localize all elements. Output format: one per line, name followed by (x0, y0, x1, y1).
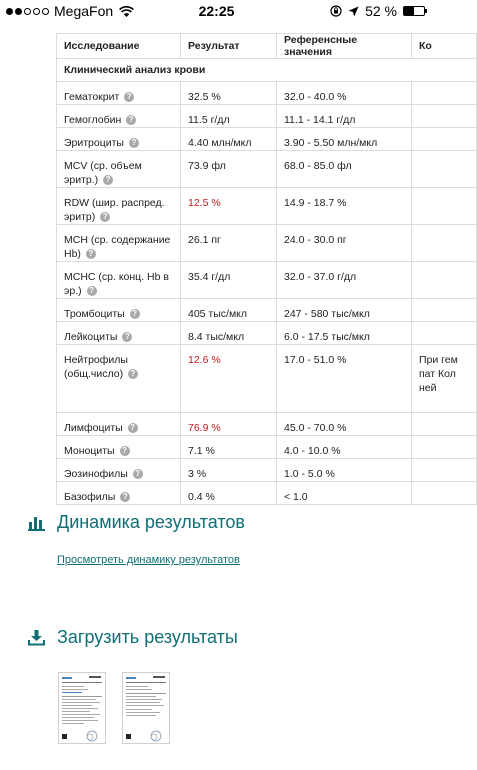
reference-range: 247 - 580 тыс/мкл (277, 299, 412, 322)
reference-range: 6.0 - 17.5 тыс/мкл (277, 322, 412, 345)
test-name-cell (57, 188, 181, 225)
rotation-lock-icon (330, 5, 342, 17)
test-name-cell (57, 413, 181, 436)
table-row (57, 299, 477, 322)
reference-range: 14.9 - 18.7 % (277, 188, 412, 225)
download-title: Загрузить результаты (57, 627, 238, 647)
result-value: 73.9 фл (181, 151, 277, 188)
help-icon[interactable]: ? (122, 332, 132, 342)
table-header-row (57, 34, 477, 59)
table-row (57, 413, 477, 436)
test-name-cell (57, 225, 181, 262)
battery-percent: 52 % (365, 3, 397, 19)
comment-cell (412, 436, 477, 459)
status-bar (0, 0, 433, 24)
result-value: 7.1 % (181, 436, 277, 459)
result-value: 12.5 % (181, 188, 277, 225)
test-name: Тромбоциты (64, 308, 125, 320)
table-row (57, 436, 477, 459)
test-name-cell (57, 82, 181, 105)
comment-cell (412, 459, 477, 482)
result-value: 35.4 г/дл (181, 262, 277, 299)
view-dynamics-link[interactable]: Просмотреть динамику результатов (57, 554, 240, 566)
reference-range: < 1.0 (277, 482, 412, 505)
comment-cell (412, 105, 477, 128)
help-icon[interactable]: ? (86, 249, 96, 259)
test-name: Лейкоциты (64, 331, 118, 343)
test-name-cell (57, 299, 181, 322)
reference-range: 68.0 - 85.0 фл (277, 151, 412, 188)
test-name: Нейтрофилы (общ.число) (64, 354, 128, 380)
test-name: Эозинофилы (64, 468, 128, 480)
document-page-icon (59, 673, 105, 743)
reference-range: 45.0 - 70.0 % (277, 413, 412, 436)
table-row (57, 345, 477, 413)
test-name: Моноциты (64, 445, 115, 457)
test-name: Гемоглобин (64, 114, 122, 126)
table-row (57, 459, 477, 482)
result-value: 8.4 тыс/мкл (181, 322, 277, 345)
table-row (57, 322, 477, 345)
results-table-container[interactable] (56, 33, 458, 505)
table-row (57, 482, 477, 505)
table-row (57, 128, 477, 151)
help-icon[interactable]: ? (100, 212, 110, 222)
reference-range: 1.0 - 5.0 % (277, 459, 412, 482)
table-row (57, 188, 477, 225)
document-page-icon (123, 673, 169, 743)
location-arrow-icon (348, 6, 359, 17)
reference-range: 24.0 - 30.0 пг (277, 225, 412, 262)
battery-icon (403, 6, 425, 16)
comment-cell (412, 188, 477, 225)
result-document-thumbnail[interactable] (122, 672, 170, 744)
carrier-name: MegaFon (54, 3, 114, 19)
help-icon[interactable]: ? (103, 175, 113, 185)
section-title: Клинический анализ крови (57, 59, 477, 82)
table-row (57, 82, 477, 105)
comment-cell: При гем пат Кол ней (412, 345, 477, 413)
help-icon[interactable]: ? (130, 309, 140, 319)
test-name: Эритроциты (64, 137, 124, 149)
test-name: MCHC (ср. конц. Hb в эр.) (64, 271, 169, 297)
comment-cell (412, 225, 477, 262)
download-icon (28, 630, 45, 646)
help-icon[interactable]: ? (120, 446, 130, 456)
test-name: Лимфоциты (64, 422, 123, 434)
status-time: 22:25 (198, 3, 235, 19)
test-name-cell (57, 151, 181, 188)
table-row (57, 225, 477, 262)
help-icon[interactable]: ? (120, 492, 130, 502)
test-name-cell (57, 128, 181, 151)
result-value: 12.6 % (181, 345, 277, 413)
header-comment: Ко (412, 34, 477, 59)
dynamics-heading (28, 512, 245, 533)
reference-range: 4.0 - 10.0 % (277, 436, 412, 459)
result-value: 26.1 пг (181, 225, 277, 262)
table-row (57, 105, 477, 128)
test-name-cell (57, 459, 181, 482)
section-row (57, 59, 477, 82)
bar-chart-icon (28, 515, 45, 531)
test-name-cell (57, 345, 181, 413)
test-name: Гематокрит (64, 91, 120, 103)
help-icon[interactable]: ? (87, 286, 97, 296)
test-name: RDW (шир. распред. эритр) (64, 197, 165, 223)
help-icon[interactable]: ? (128, 369, 138, 379)
table-row (57, 151, 477, 188)
result-document-thumbnail[interactable] (58, 672, 106, 744)
download-heading (28, 627, 238, 648)
result-value: 3 % (181, 459, 277, 482)
reference-range: 32.0 - 37.0 г/дл (277, 262, 412, 299)
help-icon[interactable]: ? (133, 469, 143, 479)
header-reference: Референсные значения (277, 34, 412, 59)
comment-cell (412, 413, 477, 436)
reference-range: 3.90 - 5.50 млн/мкл (277, 128, 412, 151)
test-name-cell (57, 262, 181, 299)
help-icon[interactable]: ? (129, 138, 139, 148)
reference-range: 32.0 - 40.0 % (277, 82, 412, 105)
results-table (56, 33, 477, 505)
result-value: 11.5 г/дл (181, 105, 277, 128)
test-name-cell (57, 482, 181, 505)
test-name-cell (57, 105, 181, 128)
reference-range: 11.1 - 14.1 г/дл (277, 105, 412, 128)
comment-cell (412, 299, 477, 322)
help-icon[interactable]: ? (126, 115, 136, 125)
comment-cell (412, 128, 477, 151)
test-name-cell (57, 322, 181, 345)
reference-range: 17.0 - 51.0 % (277, 345, 412, 413)
test-name: MCV (ср. объем эритр.) (64, 160, 142, 186)
header-result: Результат (181, 34, 277, 59)
help-icon[interactable]: ? (124, 92, 134, 102)
header-investigation: Исследование (57, 34, 181, 59)
comment-cell (412, 482, 477, 505)
dynamics-title: Динамика результатов (57, 512, 245, 532)
test-name: Базофилы (64, 491, 116, 503)
comment-cell (412, 82, 477, 105)
result-value: 4.40 млн/мкл (181, 128, 277, 151)
result-value: 32.5 % (181, 82, 277, 105)
comment-cell (412, 262, 477, 299)
result-value: 76.9 % (181, 413, 277, 436)
result-value: 0.4 % (181, 482, 277, 505)
comment-cell (412, 322, 477, 345)
comment-cell (412, 151, 477, 188)
result-value: 405 тыс/мкл (181, 299, 277, 322)
test-name: MCH (ср. содержание Hb) (64, 234, 171, 260)
help-icon[interactable]: ? (128, 423, 138, 433)
table-row (57, 262, 477, 299)
test-name-cell (57, 436, 181, 459)
